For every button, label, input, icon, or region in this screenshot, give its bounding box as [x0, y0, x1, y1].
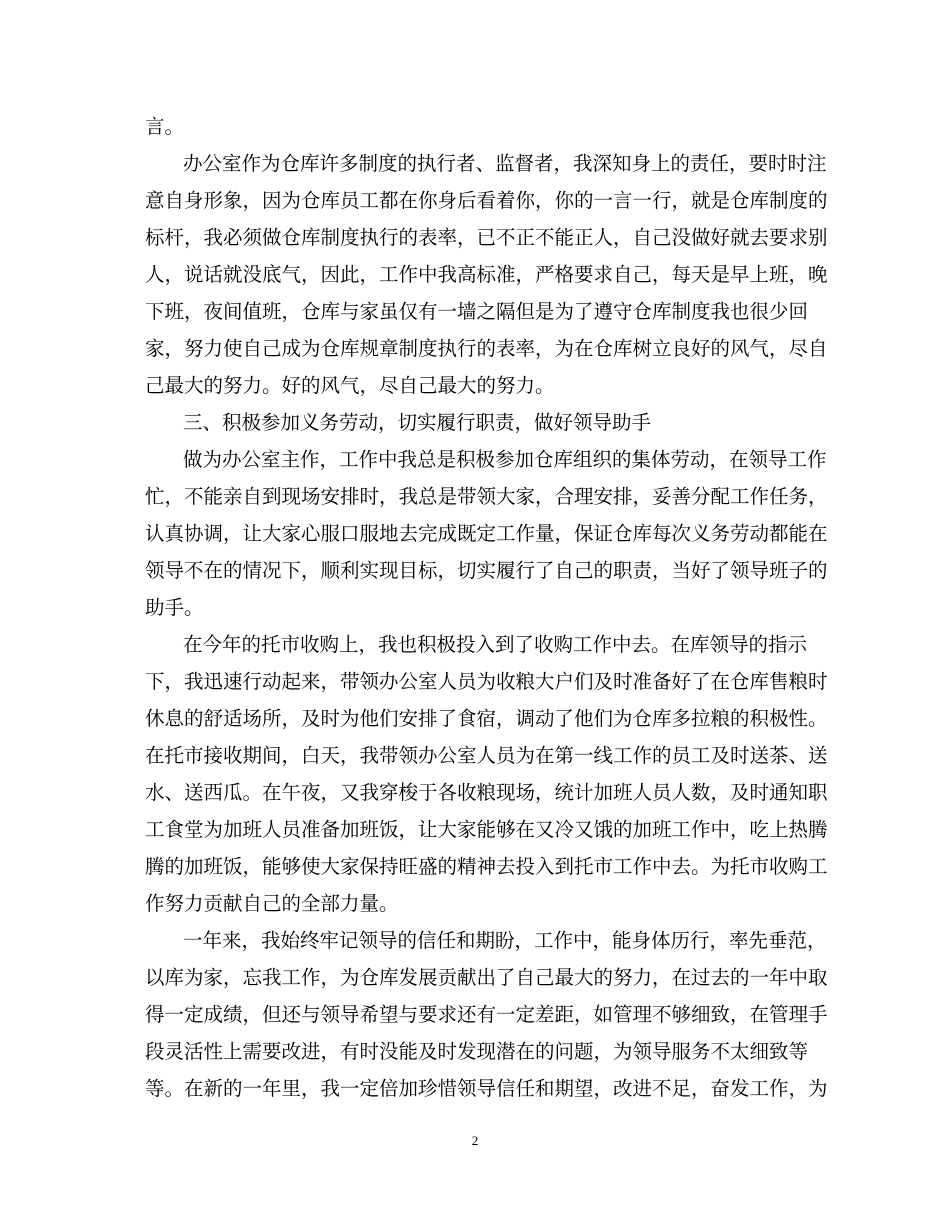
- text-line: 水、送西瓜。在午夜，又我穿梭于各收粮现场，统计加班人员人数，及时通知职: [145, 781, 828, 804]
- text-line: 己最大的努力。好的风气，尽自己最大的努力。: [145, 374, 555, 397]
- text-line: 认真协调，让大家心服口服地去完成既定工作量，保证仓库每次义务劳动都能在: [145, 522, 828, 545]
- text-line: 段灵活性上需要改进，有时没能及时发现潜在的问题，为领导服务不太细致等: [145, 1040, 809, 1063]
- text-line: 休息的舒适场所，及时为他们安排了食宿，调动了他们为仓库多拉粮的积极性。: [145, 707, 828, 730]
- text-line: 工食堂为加班人员准备加班饭，让大家能够在又冷又饿的加班工作中，吃上热腾: [145, 818, 828, 841]
- text-line: 人，说话就没底气，因此，工作中我高标准，严格要求自己，每天是早上班，晚: [145, 263, 828, 286]
- section-heading: 三、积极参加义务劳动，切实履行职责，做好领导助手: [183, 411, 652, 434]
- text-line: 腾的加班饭，能够使大家保持旺盛的精神去投入到托市工作中去。为托市收购工: [145, 855, 828, 878]
- text-line: 下班，夜间值班，仓库与家虽仅有一墙之隔但是为了遵守仓库制度我也很少回: [145, 300, 809, 323]
- text-line: 在今年的托市收购上，我也积极投入到了收购工作中去。在库领导的指示: [183, 633, 808, 656]
- text-line: 下，我迅速行动起来，带领办公室人员为收粮大户们及时准备好了在仓库售粮时: [145, 670, 828, 693]
- page-number: 2: [471, 1133, 479, 1148]
- text-line: 领导不在的情况下，顺利实现目标，切实履行了自己的职责，当好了领导班子的: [145, 559, 828, 582]
- text-line: 意自身形象，因为仓库员工都在你身后看着你，你的一言一行，就是仓库制度的: [145, 189, 828, 212]
- text-line: 作努力贡献自己的全部力量。: [145, 892, 399, 915]
- text-line: 助手。: [145, 596, 204, 619]
- text-line: 言。: [145, 115, 185, 138]
- text-line: 一年来，我始终牢记领导的信任和期盼，工作中，能身体历行，率先垂范，: [183, 929, 827, 952]
- text-line: 忙，不能亲自到现场安排时，我总是带领大家，合理安排，妥善分配工作任务，: [145, 485, 828, 508]
- text-line: 等。在新的一年里，我一定倍加珍惜领导信任和期望，改进不足，奋发工作，为: [145, 1077, 828, 1100]
- text-line: 以库为家，忘我工作，为仓库发展贡献出了自己最大的努力，在过去的一年中取: [145, 966, 828, 989]
- text-line: 做为办公室主作，工作中我总是积极参加仓库组织的集体劳动，在领导工作: [183, 448, 827, 471]
- text-line: 得一定成绩，但还与领导希望与要求还有一定差距，如管理不够细致，在管理手: [145, 1003, 828, 1026]
- text-line: 家，努力使自己成为仓库规章制度执行的表率，为在仓库树立良好的风气，尽自: [145, 337, 828, 360]
- text-line: 标杆，我必须做仓库制度执行的表率，已不正不能正人，自己没做好就去要求别: [145, 226, 828, 249]
- text-line: 办公室作为仓库许多制度的执行者、监督者，我深知身上的责任，要时时注: [183, 152, 827, 175]
- text-line: 在托市接收期间，白天，我带领办公室人员为在第一线工作的员工及时送茶、送: [145, 744, 828, 767]
